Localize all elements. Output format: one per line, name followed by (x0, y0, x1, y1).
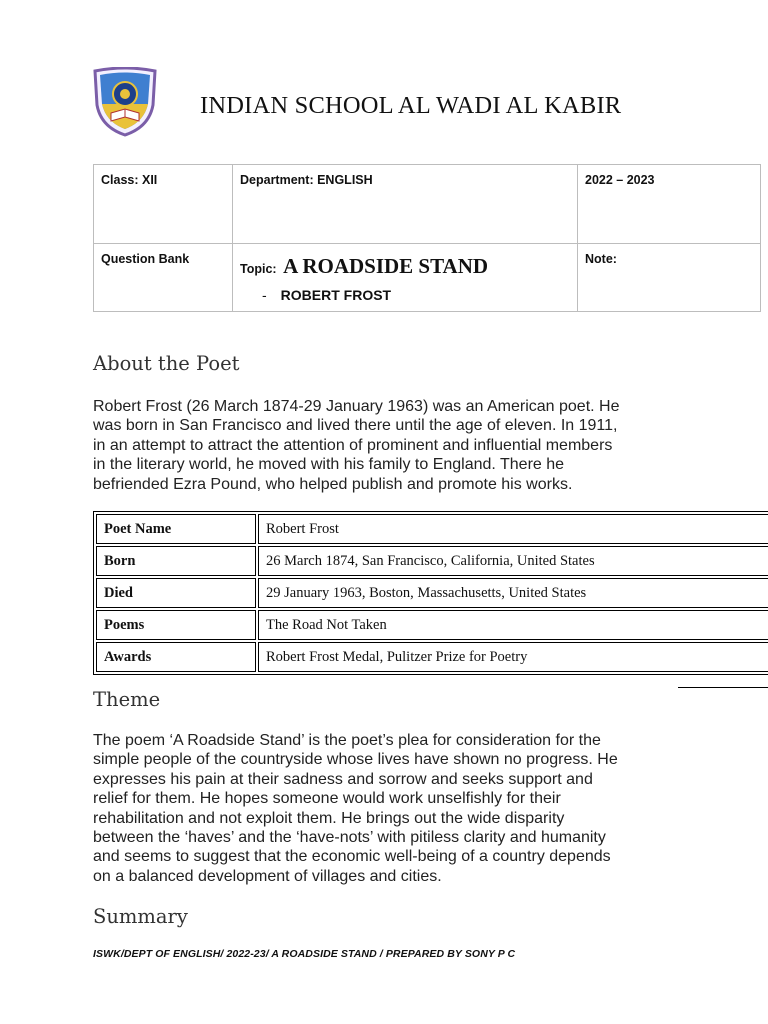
about-heading: About the Poet (93, 352, 240, 375)
page-footer: ISWK/DEPT OF ENGLISH/ 2022-23/ A ROADSIDE STAND / PREPARED BY SONY P C (93, 948, 516, 960)
author-line (240, 287, 570, 303)
fact-key: Poet Name (96, 514, 256, 544)
about-line: in the literary world, he moved with his family to England. There he (93, 456, 565, 474)
fact-key: Awards (96, 642, 256, 672)
table-row (96, 642, 768, 672)
summary-heading: Summary (93, 905, 188, 928)
fact-value: 26 March 1874, San Francisco, California, United States (258, 546, 768, 576)
fact-key: Born (96, 546, 256, 576)
author-name: ROBERT FROST (280, 287, 392, 303)
fact-value: The Road Not Taken (258, 610, 768, 640)
theme-line: rehabilitation and not exploit them. He brings out the wide disparity (93, 809, 565, 827)
theme-paragraph (93, 731, 673, 886)
fact-value: 29 January 1963, Boston, Massachusetts, United States (258, 578, 768, 608)
table-trailing-rule (678, 687, 768, 688)
year-cell: 2022 – 2023 (578, 165, 761, 244)
class-cell: Class: XII (94, 165, 233, 244)
author-dash: - (262, 287, 267, 303)
table-row (96, 514, 768, 544)
table-row (96, 546, 768, 576)
school-name: INDIAN SCHOOL AL WADI AL KABIR (200, 92, 622, 119)
fact-value: Robert Frost (258, 514, 768, 544)
table-row (96, 578, 768, 608)
topic-cell (233, 244, 578, 312)
topic-title: A ROADSIDE STAND (283, 254, 489, 278)
about-line: was born in San Francisco and lived there until the age of eleven. In 1911, (93, 417, 618, 435)
theme-line: expresses his pain at their sadness and sorrow and seeks support and (93, 770, 593, 788)
about-line: in an attempt to attract the attention of prominent and influential members (93, 436, 613, 454)
theme-line: and seems to suggest that the economic well-being of a country depends (93, 848, 611, 866)
department-cell: Department: ENGLISH (233, 165, 578, 244)
class-info-table (93, 164, 761, 312)
about-line: Robert Frost (26 March 1874-29 January 1963) was an American poet. He (93, 398, 620, 415)
theme-line: simple people of the countryside whose lives have shown no progress. He (93, 751, 618, 769)
theme-line: relief for them. He hopes someone would work unselfishly for their (93, 790, 561, 808)
fact-value: Robert Frost Medal, Pulitzer Prize for Poetry (258, 642, 768, 672)
theme-line: between the ‘haves’ and the ‘have-nots’ with pitiless clarity and humanity (93, 829, 606, 847)
about-paragraph (93, 397, 673, 494)
question-bank-cell: Question Bank (94, 244, 233, 312)
poet-facts-table (93, 511, 768, 675)
theme-heading: Theme (93, 688, 161, 711)
topic-label: Topic: (240, 262, 277, 276)
fact-key: Died (96, 578, 256, 608)
school-crest-icon (91, 67, 159, 137)
about-line: befriended Ezra Pound, who helped publish and promote his works. (93, 475, 573, 493)
theme-line: on a balanced development of villages and cities. (93, 867, 442, 885)
fact-key: Poems (96, 610, 256, 640)
note-cell: Note: (578, 244, 761, 312)
theme-line: The poem ‘A Roadside Stand’ is the poet’s plea for consideration for the (93, 732, 601, 749)
table-row (96, 610, 768, 640)
